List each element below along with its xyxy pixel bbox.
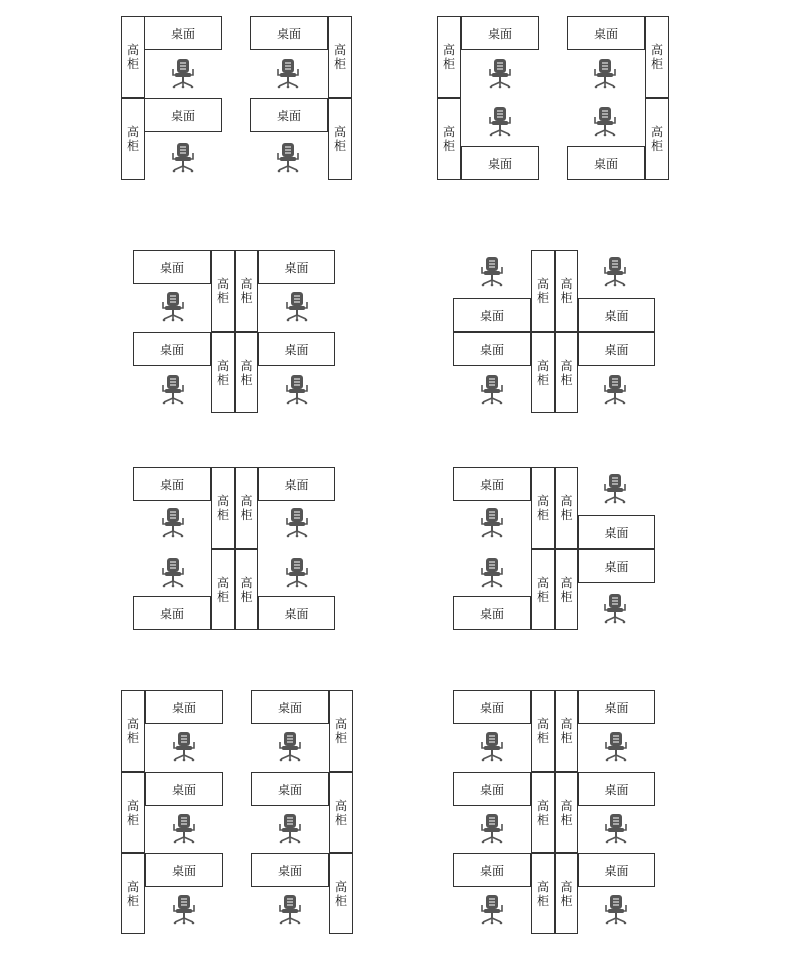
office-chair-icon [287, 375, 308, 404]
office-chair-icon [163, 375, 184, 404]
office-chair-icon [278, 143, 299, 172]
tall-cabinet-l6 [555, 549, 578, 630]
tall-cabinet-l1 [328, 16, 352, 98]
tall-cabinet-l2 [645, 98, 669, 180]
desk-l7: 桌面 [251, 690, 329, 724]
cabinet-label-bottom: 柜 [536, 291, 549, 305]
tall-cabinet-l8 [555, 772, 578, 853]
tall-cabinet-l2 [437, 98, 461, 180]
tall-cabinet-l1 [328, 98, 352, 180]
desk-l3: 桌面 [133, 250, 211, 284]
desk-l4: 桌面 [578, 298, 655, 332]
cabinet-label-top: 高 [334, 879, 347, 894]
cabinet-label-top: 高 [216, 575, 229, 590]
cabinet-label-bottom: 柜 [442, 139, 455, 153]
desk-l6: 桌面 [453, 467, 531, 501]
cabinet-label-top: 高 [216, 494, 229, 508]
desk-l4: 桌面 [453, 298, 531, 332]
tall-cabinet-l5 [235, 467, 258, 549]
desk-l5: 桌面 [133, 596, 211, 630]
cabinet-label-top: 高 [216, 358, 229, 373]
office-chair-icon [595, 59, 616, 88]
cabinet-label-top: 高 [650, 43, 663, 57]
cabinet-label-bottom: 柜 [560, 589, 573, 604]
desk-l3: 桌面 [133, 332, 211, 366]
desk-l2: 桌面 [567, 146, 645, 180]
tall-cabinet-l4 [555, 332, 578, 413]
cabinet-label-top: 高 [536, 494, 549, 508]
office-chair-icon [490, 107, 511, 136]
tall-cabinet-l7 [329, 690, 353, 772]
tall-cabinet-l4 [555, 250, 578, 332]
desk-l6: 桌面 [578, 515, 655, 549]
cabinet-label-bottom: 柜 [216, 291, 229, 305]
office-chair-icon [606, 732, 627, 761]
office-chair-icon [605, 594, 626, 623]
cabinet-label-top: 高 [536, 879, 549, 894]
tall-cabinet-l8 [531, 690, 555, 772]
cabinet-label-top: 高 [536, 358, 549, 373]
cabinet-label-bottom: 柜 [536, 508, 549, 522]
office-chair-icon [605, 474, 626, 503]
cabinet-label-bottom: 柜 [536, 372, 549, 387]
tall-cabinet-l8 [531, 853, 555, 934]
cabinet-label-bottom: 柜 [650, 57, 663, 71]
cabinet-label-top: 高 [560, 575, 573, 590]
tall-cabinet-l7 [329, 772, 353, 853]
cabinet-label-top: 高 [560, 358, 573, 373]
tall-cabinet-l7 [121, 690, 145, 772]
office-chair-icon [605, 375, 626, 404]
office-chair-icon [606, 895, 627, 924]
cabinet-label-bottom: 柜 [126, 893, 139, 908]
desk-l8: 桌面 [578, 853, 655, 887]
cabinet-label-bottom: 柜 [560, 508, 573, 522]
cabinet-label-top: 高 [216, 277, 229, 291]
cabinet-label-bottom: 柜 [536, 731, 549, 745]
office-chair-icon [482, 732, 503, 761]
cabinet-label-bottom: 柜 [216, 372, 229, 387]
desk-l4: 桌面 [578, 332, 655, 366]
office-chair-icon [280, 895, 301, 924]
cabinet-label-top: 高 [560, 798, 573, 813]
cabinet-label-bottom: 柜 [334, 812, 347, 827]
cabinet-label-top: 高 [536, 717, 549, 731]
cabinet-label-bottom: 柜 [240, 372, 253, 387]
tall-cabinet-l4 [531, 250, 555, 332]
tall-cabinet-l4 [531, 332, 555, 413]
tall-cabinet-l8 [555, 690, 578, 772]
cabinet-label-bottom: 柜 [536, 589, 549, 604]
cabinet-label-top: 高 [442, 125, 455, 139]
cabinet-label-top: 高 [240, 494, 253, 508]
cabinet-label-top: 高 [333, 43, 346, 57]
office-chair-icon [482, 375, 503, 404]
desk-l8: 桌面 [453, 853, 531, 887]
cabinet-label-bottom: 柜 [560, 731, 573, 745]
cabinet-label-bottom: 柜 [126, 57, 139, 71]
office-chair-icon [605, 257, 626, 286]
tall-cabinet-l6 [531, 549, 555, 630]
cabinet-label-bottom: 柜 [216, 508, 229, 522]
office-chair-icon [174, 814, 195, 843]
cabinet-label-bottom: 柜 [126, 812, 139, 827]
office-chair-icon [163, 558, 184, 587]
cabinet-label-top: 高 [536, 575, 549, 590]
office-chair-icon [482, 508, 503, 537]
cabinet-label-top: 高 [240, 277, 253, 291]
tall-cabinet-l5 [235, 549, 258, 630]
cabinet-label-bottom: 柜 [560, 812, 573, 827]
office-chair-icon [595, 107, 616, 136]
tall-cabinet-l7 [121, 853, 145, 934]
desk-l5: 桌面 [258, 596, 335, 630]
desk-l4: 桌面 [453, 332, 531, 366]
cabinet-label-bottom: 柜 [126, 731, 139, 745]
cabinet-label-top: 高 [560, 879, 573, 894]
desk-l6: 桌面 [578, 549, 655, 583]
tall-cabinet-l8 [555, 853, 578, 934]
desk-l1: 桌面 [250, 98, 328, 132]
desk-l8: 桌面 [453, 772, 531, 806]
desk-l1: 桌面 [144, 16, 222, 50]
tall-cabinet-l3 [211, 332, 235, 413]
tall-cabinet-l1 [121, 16, 145, 98]
cabinet-label-top: 高 [334, 798, 347, 813]
desk-l7: 桌面 [251, 772, 329, 806]
cabinet-label-top: 高 [560, 277, 573, 291]
tall-cabinet-l7 [121, 772, 145, 853]
tall-cabinet-l8 [531, 772, 555, 853]
office-chair-icon [287, 558, 308, 587]
office-chair-icon [173, 59, 194, 88]
desk-l7: 桌面 [145, 853, 223, 887]
tall-cabinet-l5 [211, 467, 235, 549]
desk-l2: 桌面 [567, 16, 645, 50]
tall-cabinet-l2 [437, 16, 461, 98]
office-chair-icon [606, 814, 627, 843]
office-chair-icon [482, 895, 503, 924]
tall-cabinet-l5 [211, 549, 235, 630]
tall-cabinet-l3 [235, 332, 258, 413]
cabinet-label-top: 高 [126, 879, 139, 894]
office-chair-icon [174, 895, 195, 924]
office-chair-icon [278, 59, 299, 88]
desk-l2: 桌面 [461, 16, 539, 50]
cabinet-label-bottom: 柜 [240, 508, 253, 522]
cabinet-label-bottom: 柜 [240, 589, 253, 604]
office-chair-icon [174, 732, 195, 761]
cabinet-label-bottom: 柜 [334, 731, 347, 745]
tall-cabinet-l7 [329, 853, 353, 934]
office-chair-icon [163, 508, 184, 537]
desk-l6: 桌面 [453, 596, 531, 630]
office-chair-icon [280, 732, 301, 761]
tall-cabinet-l6 [555, 467, 578, 549]
office-chair-icon [490, 59, 511, 88]
desk-l5: 桌面 [258, 467, 335, 501]
office-chair-icon [280, 814, 301, 843]
desk-l8: 桌面 [578, 772, 655, 806]
desk-l8: 桌面 [453, 690, 531, 724]
tall-cabinet-l3 [211, 250, 235, 332]
office-chair-icon [482, 814, 503, 843]
desk-l5: 桌面 [133, 467, 211, 501]
cabinet-label-top: 高 [560, 717, 573, 731]
desk-l2: 桌面 [461, 146, 539, 180]
cabinet-label-bottom: 柜 [560, 893, 573, 908]
cabinet-label-top: 高 [240, 575, 253, 590]
cabinet-label-bottom: 柜 [334, 893, 347, 908]
desk-l7: 桌面 [145, 772, 223, 806]
desk-l3: 桌面 [258, 332, 335, 366]
cabinet-label-bottom: 柜 [240, 291, 253, 305]
cabinet-label-top: 高 [650, 125, 663, 139]
desk-l1: 桌面 [144, 98, 222, 132]
office-chair-icon [287, 292, 308, 321]
desk-l8: 桌面 [578, 690, 655, 724]
cabinet-label-top: 高 [536, 798, 549, 813]
tall-cabinet-l6 [531, 467, 555, 549]
office-chair-icon [163, 292, 184, 321]
desk-l3: 桌面 [258, 250, 335, 284]
tall-cabinet-l2 [645, 16, 669, 98]
office-chair-icon [482, 558, 503, 587]
cabinet-label-top: 高 [126, 125, 139, 139]
cabinet-label-bottom: 柜 [536, 812, 549, 827]
cabinet-label-bottom: 柜 [650, 139, 663, 153]
cabinet-label-bottom: 柜 [216, 589, 229, 604]
cabinet-label-top: 高 [126, 43, 139, 57]
cabinet-label-top: 高 [560, 494, 573, 508]
office-chair-icon [482, 257, 503, 286]
cabinet-label-top: 高 [126, 798, 139, 813]
cabinet-label-bottom: 柜 [560, 372, 573, 387]
cabinet-label-bottom: 柜 [442, 57, 455, 71]
office-chair-icon [287, 508, 308, 537]
cabinet-label-top: 高 [334, 717, 347, 731]
desk-l7: 桌面 [145, 690, 223, 724]
tall-cabinet-l1 [121, 98, 145, 180]
desk-l1: 桌面 [250, 16, 328, 50]
cabinet-label-top: 高 [442, 43, 455, 57]
cabinet-label-top: 高 [536, 277, 549, 291]
tall-cabinet-l3 [235, 250, 258, 332]
cabinet-label-top: 高 [240, 358, 253, 373]
cabinet-label-bottom: 柜 [536, 893, 549, 908]
cabinet-label-bottom: 柜 [560, 291, 573, 305]
cabinet-label-top: 高 [126, 717, 139, 731]
office-chair-icon [173, 143, 194, 172]
cabinet-label-bottom: 柜 [126, 139, 139, 153]
cabinet-label-bottom: 柜 [333, 57, 346, 71]
cabinet-label-bottom: 柜 [333, 139, 346, 153]
desk-l7: 桌面 [251, 853, 329, 887]
cabinet-label-top: 高 [333, 125, 346, 139]
